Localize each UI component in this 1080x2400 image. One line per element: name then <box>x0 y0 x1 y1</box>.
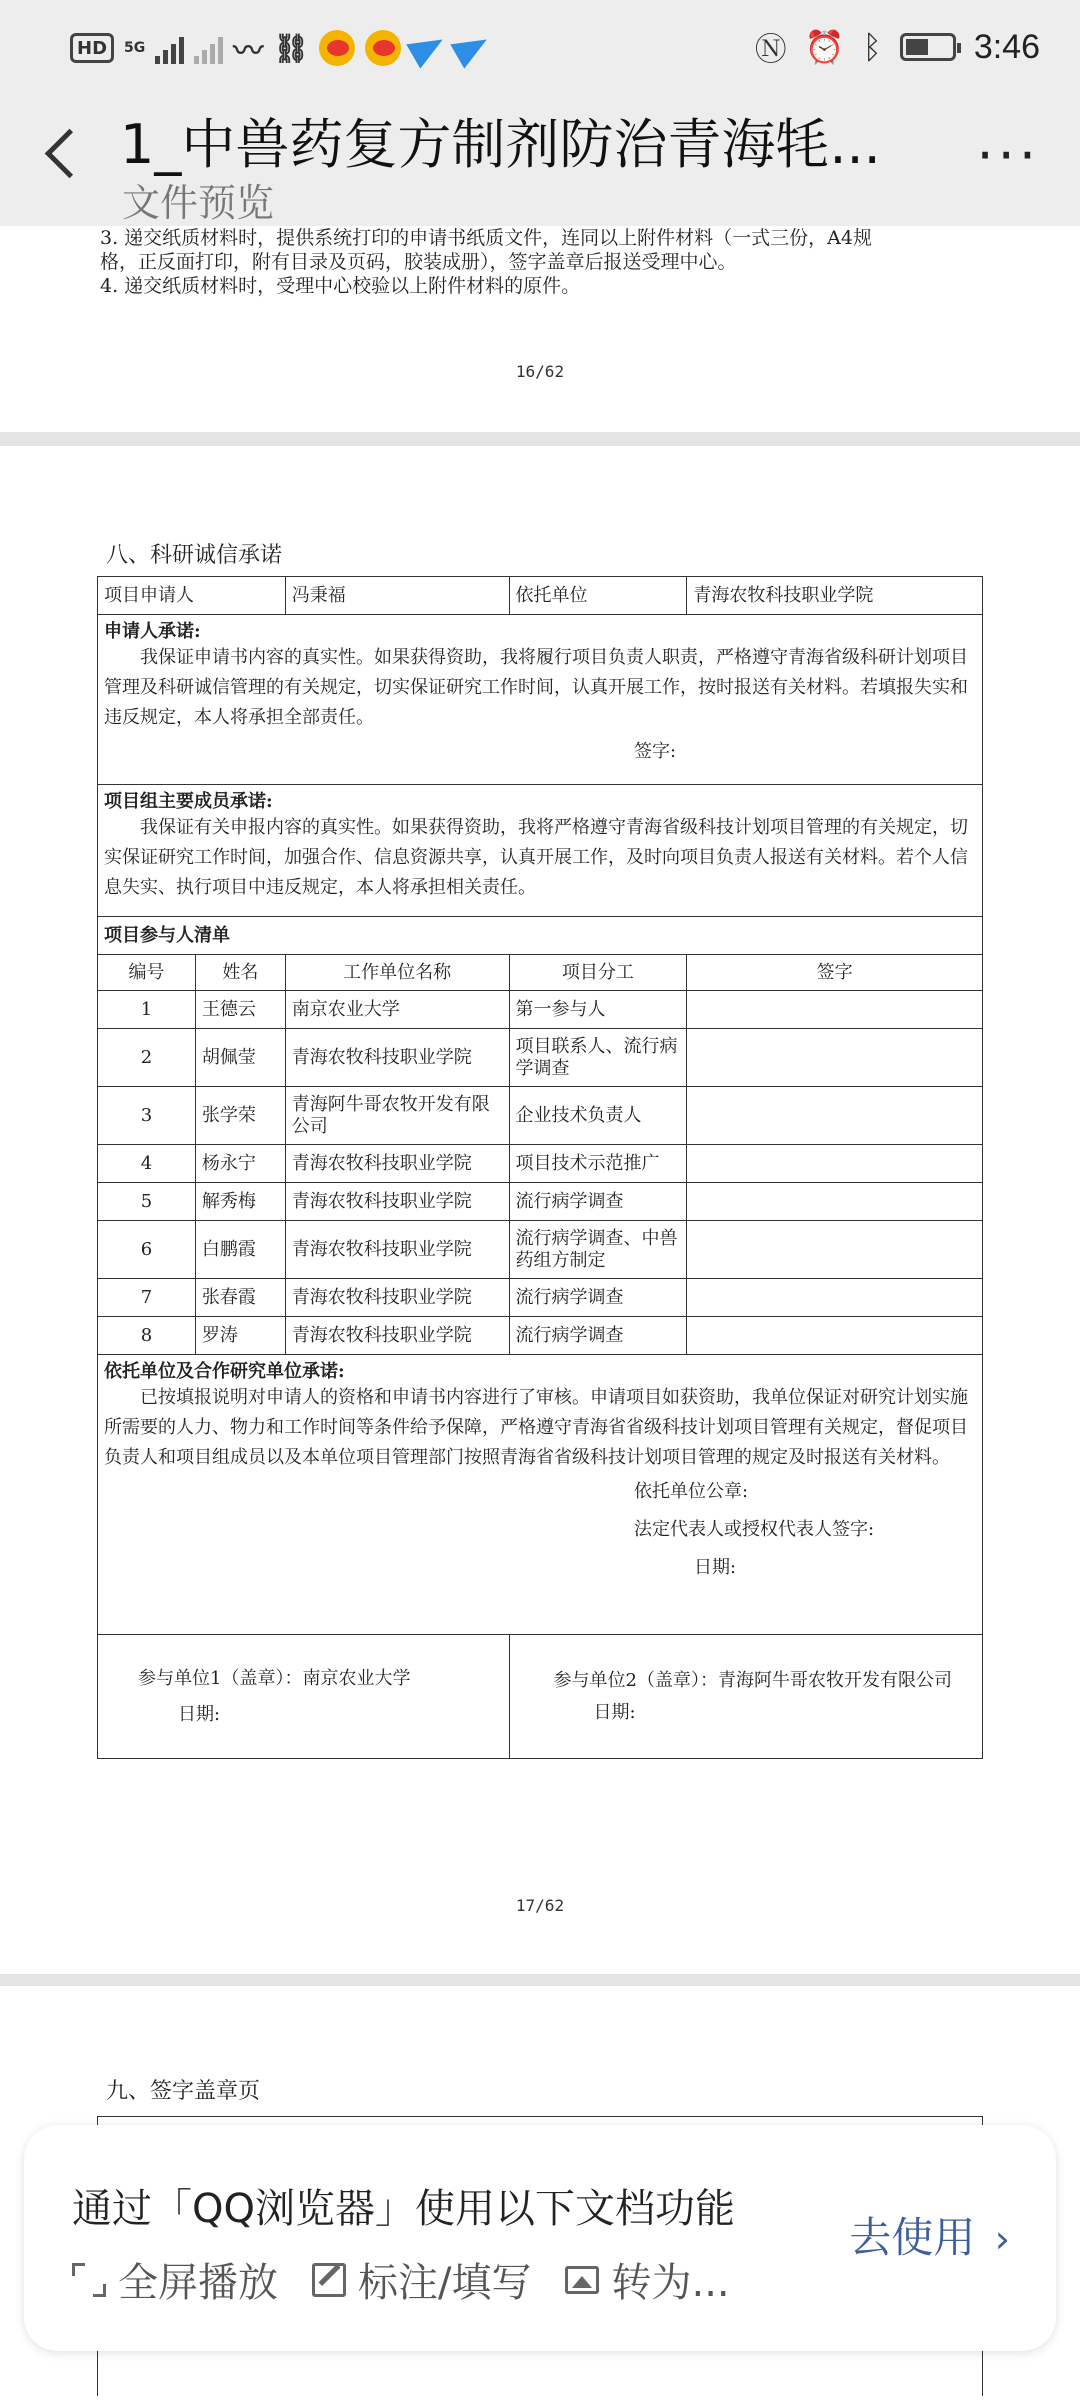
document-title: 1_中兽药复方制剂防治青海牦... <box>120 113 881 176</box>
bluetooth-icon: ᛒ <box>862 28 882 66</box>
unit2-seal-label: 参与单位2（盖章）：青海阿牛哥农牧开发有限公司 <box>553 1669 952 1691</box>
participant-name: 张春霞 <box>195 1279 285 1317</box>
section-title: 九、签字盖章页 <box>106 2079 261 2104</box>
sign-label: 签字: <box>634 741 677 762</box>
members-pledge-title: 项目组主要成员承诺: <box>104 791 273 812</box>
participant-org: 青海阿牛哥农牧开发有限公司 <box>285 1087 509 1145</box>
banner-features <box>72 2251 730 2308</box>
participant-role: 流行病学调查 <box>509 1279 687 1317</box>
telegram-icon <box>450 27 493 68</box>
participant-name: 杨永宁 <box>195 1145 285 1183</box>
status-right-icons <box>755 24 1040 70</box>
participant-name: 张学荣 <box>195 1087 285 1145</box>
app-header <box>0 100 1080 226</box>
participant-org: 青海农牧科技职业学院 <box>285 1029 509 1087</box>
table-row <box>98 1029 983 1087</box>
column-header: 签字 <box>687 955 983 991</box>
convert-feature[interactable] <box>565 2251 729 2308</box>
table-row <box>98 991 983 1029</box>
telegram-icon <box>406 27 449 68</box>
members-pledge-text: 我保证有关申报内容的真实性。如果获得资助，我将严格遵守青海省级科技计划项目管理的有关规定，切实保证研究工作时间，加强合作、信息资源共享，认真开展工作，及时向项目负责人报送有关材料。若个人信息失实、执行项目中违反规定，本人将承担相关责任。 <box>104 817 968 898</box>
participant-name: 解秀梅 <box>195 1183 285 1221</box>
back-button[interactable] <box>38 122 88 182</box>
table-row <box>98 1317 983 1355</box>
participant-role: 流行病学调查 <box>509 1183 687 1221</box>
doc-line: 4. 递交纸质材料时，受理中心校验以上附件材料的原件。 <box>100 275 581 297</box>
participant-org: 青海农牧科技职业学院 <box>285 1221 509 1279</box>
column-header: 姓名 <box>195 955 285 991</box>
link-icon: ⛓ <box>273 31 309 65</box>
fullscreen-icon <box>72 2263 106 2297</box>
clock: 3:46 <box>973 27 1040 66</box>
unit1-date-label: 日期: <box>178 1703 221 1725</box>
doc-line: 格，正反面打印，附有目录及页码，胶装成册），签字盖章后报送受理中心。 <box>100 251 737 273</box>
participant-name: 胡佩莹 <box>195 1029 285 1087</box>
org-label: 依托单位 <box>509 577 687 615</box>
battery-icon <box>900 33 956 61</box>
fullscreen-play-feature[interactable] <box>72 2251 278 2308</box>
feature-label: 转为... <box>611 2260 730 2306</box>
document-page-16 <box>0 226 1080 432</box>
participant-no: 7 <box>98 1279 196 1317</box>
header-subtitle: 文件预览 <box>122 181 275 225</box>
participant-no: 5 <box>98 1183 196 1221</box>
participant-org: 南京农业大学 <box>285 991 509 1029</box>
section-title: 八、科研诚信承诺 <box>106 543 283 568</box>
applicant-pledge-text: 我保证申请书内容的真实性。如果获得资助，我将履行项目负责人职责，严格遵守青海省级科研计划项目管理及科研诚信管理的有关规定，切实保证研究工作时间，认真开展工作，按时报送有关材料。若填报失实和违反规定，本人将承担全部责任。 <box>104 647 968 728</box>
column-header: 编号 <box>98 955 196 991</box>
participant-role: 项目技术示范推广 <box>509 1145 687 1183</box>
participant-no: 3 <box>98 1087 196 1145</box>
participant-signature <box>687 1279 983 1317</box>
applicant-pledge-title: 申请人承诺: <box>104 621 201 642</box>
participant-name: 白鹏霞 <box>195 1221 285 1279</box>
no-signal-icon <box>194 32 223 64</box>
signal-icon <box>155 32 184 64</box>
wifi-icon: 〰 <box>233 34 264 69</box>
unit1-seal-label: 参与单位1（盖章）：南京农业大学 <box>138 1667 411 1689</box>
participant-no: 4 <box>98 1145 196 1183</box>
alarm-icon: ⏰ <box>804 28 845 66</box>
weibo-icon <box>365 30 401 66</box>
status-bar <box>0 0 1080 100</box>
participant-no: 1 <box>98 991 196 1029</box>
hd-indicator: HD <box>70 33 114 63</box>
participant-org: 青海农牧科技职业学院 <box>285 1317 509 1355</box>
edit-icon <box>312 2263 346 2297</box>
column-header: 项目分工 <box>509 955 687 991</box>
feature-label: 全屏播放 <box>118 2260 278 2306</box>
participant-org: 青海农牧科技职业学院 <box>285 1145 509 1183</box>
participant-role: 流行病学调查 <box>509 1317 687 1355</box>
participant-org: 青海农牧科技职业学院 <box>285 1279 509 1317</box>
participant-signature <box>687 1087 983 1145</box>
column-header: 工作单位名称 <box>285 955 509 991</box>
go-use-label: 去使用 <box>849 2213 976 2262</box>
participants-title: 项目参与人清单 <box>98 917 983 955</box>
participant-role: 第一参与人 <box>509 991 687 1029</box>
qq-browser-promo-banner[interactable] <box>24 2125 1056 2351</box>
org-pledge-text: 已按填报说明对申请人的资格和申请书内容进行了审核。申请项目如获资助，我单位保证对研究计划实施所需要的人力、物力和工作时间等条件给予保障，严格遵守青海省省级科技计划项目管理有关规定，督促项目负责人和项目组成员以及本单位项目管理部门按照青海省省级科技计划项目管理的规定及时报送有关材料。 <box>104 1387 968 1468</box>
table-row <box>98 1183 983 1221</box>
unit2-date-label: 日期: <box>593 1701 636 1723</box>
applicant-label: 项目申请人 <box>98 577 286 615</box>
participant-signature <box>687 1183 983 1221</box>
page-number: 17/62 <box>515 1896 565 1915</box>
participant-org: 青海农牧科技职业学院 <box>285 1183 509 1221</box>
participant-signature <box>687 1221 983 1279</box>
banner-text: 通过「QQ浏览器」使用以下文档功能 <box>72 2186 735 2232</box>
doc-line: 3. 递交纸质材料时，提供系统打印的申请书纸质文件，连同以上附件材料（一式三份，A4规 <box>100 227 872 249</box>
table-row <box>98 1221 983 1279</box>
participant-signature <box>687 1317 983 1355</box>
org-seal-label: 依托单位公章: <box>634 1481 749 1502</box>
document-page-17 <box>0 446 1080 1974</box>
feature-label: 标注/填写 <box>358 2260 532 2306</box>
participant-signature <box>687 1029 983 1087</box>
chevron-right-icon: › <box>994 2217 1010 2261</box>
weibo-icon <box>319 30 355 66</box>
go-use-button[interactable] <box>849 2205 1010 2265</box>
participant-no: 2 <box>98 1029 196 1087</box>
table-row <box>98 1279 983 1317</box>
participant-role: 企业技术负责人 <box>509 1087 687 1145</box>
participant-signature <box>687 1145 983 1183</box>
org-pledge-title: 依托单位及合作研究单位承诺: <box>104 1361 345 1382</box>
status-left-icons <box>70 28 489 68</box>
integrity-pledge-table <box>97 576 983 1759</box>
annotate-fill-feature[interactable] <box>312 2251 531 2308</box>
table-row <box>98 1087 983 1145</box>
page-number: 16/62 <box>515 362 565 381</box>
image-icon <box>565 2266 599 2294</box>
applicant-name: 冯秉福 <box>285 577 509 615</box>
legal-rep-label: 法定代表人或授权代表人签字: <box>634 1519 875 1540</box>
participant-no: 6 <box>98 1221 196 1279</box>
signal-label: 5G <box>124 40 146 56</box>
org-name: 青海农牧科技职业学院 <box>687 577 983 615</box>
participant-signature <box>687 991 983 1029</box>
participant-name: 王德云 <box>195 991 285 1029</box>
participant-no: 8 <box>98 1317 196 1355</box>
nfc-icon: Ⓝ <box>754 30 787 68</box>
table-row <box>98 1145 983 1183</box>
participant-name: 罗涛 <box>195 1317 285 1355</box>
participant-role: 项目联系人、流行病学调查 <box>509 1029 687 1087</box>
participant-role: 流行病学调查、中兽药组方制定 <box>509 1221 687 1279</box>
more-options-button[interactable]: ··· <box>976 124 1040 187</box>
date-label: 日期: <box>694 1557 737 1578</box>
